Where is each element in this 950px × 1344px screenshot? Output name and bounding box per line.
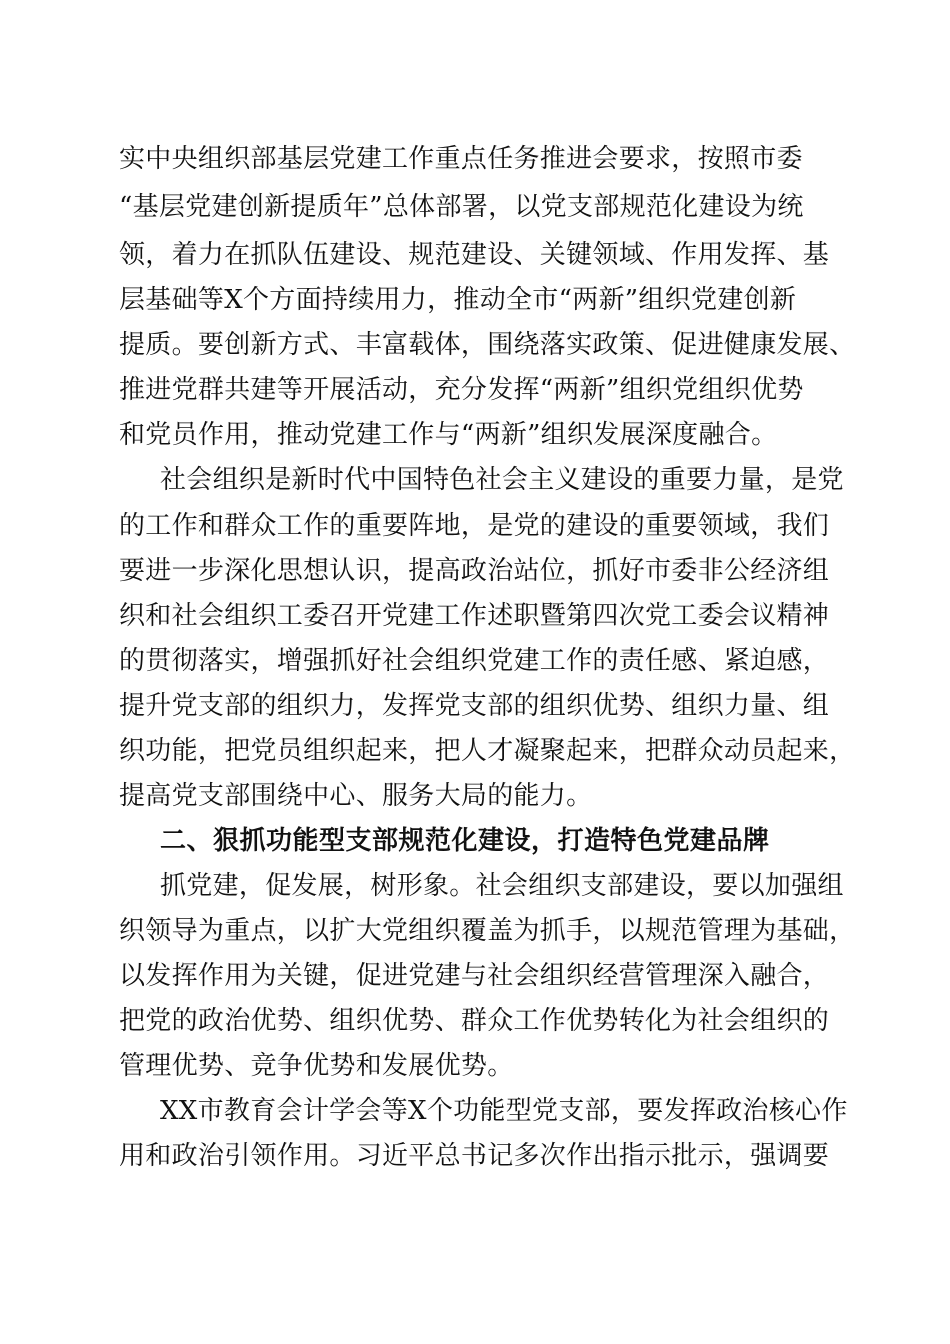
paragraph-1-line-3: 领，着力在抓队伍建设、规范建设、关键领域、作用发挥、基 xyxy=(119,240,830,270)
paragraph-3-line-5: 管理优势、竞争优势和发展优势。 xyxy=(119,1051,514,1081)
paragraph-1-line-7: 和党员作用，推动党建工作与“两新”组织发展深度融合。 xyxy=(119,420,778,450)
paragraph-1-line-2: “基层党建创新提质年”总体部署，以党支部规范化建设为统 xyxy=(119,192,804,222)
paragraph-4-line-2: 用和政治引领作用。习近平总书记多次作出指示批示，强调要 xyxy=(119,1141,830,1171)
paragraph-1-line-4: 层基础等X个方面持续用力，推动全市“两新”组织党建创新 xyxy=(119,285,797,315)
paragraph-2-line-4: 织和社会组织工委召开党建工作述职暨第四次党工委会议精神 xyxy=(119,601,830,631)
paragraph-4-line-1: XX市教育会计学会等X个功能型党支部，要发挥政治核心作 xyxy=(160,1096,848,1126)
paragraph-2-line-3: 要进一步深化思想认识，提高政治站位，抓好市委非公经济组 xyxy=(119,556,830,586)
paragraph-2-line-1: 社会组织是新时代中国特色社会主义建设的重要力量，是党 xyxy=(160,465,844,495)
section-heading: 二、狠抓功能型支部规范化建设，打造特色党建品牌 xyxy=(160,826,770,856)
paragraph-2-line-2: 的工作和群众工作的重要阵地，是党的建设的重要领域，我们 xyxy=(119,511,830,541)
paragraph-1-line-1: 实中央组织部基层党建工作重点任务推进会要求，按照市委 xyxy=(119,144,803,174)
paragraph-3-line-1: 抓党建，促发展，树形象。社会组织支部建设，要以加强组 xyxy=(160,871,844,901)
paragraph-2-line-7: 织功能，把党员组织起来，把人才凝聚起来，把群众动员起来， xyxy=(119,736,856,766)
paragraph-2-line-6: 提升党支部的组织力，发挥党支部的组织优势、组织力量、组 xyxy=(119,691,830,721)
paragraph-3-line-3: 以发挥作用为关键，促进党建与社会组织经营管理深入融合， xyxy=(119,961,830,991)
paragraph-2-line-5: 的贯彻落实，增强抓好社会组织党建工作的责任感、紧迫感， xyxy=(119,646,830,676)
paragraph-1-line-5: 提质。要创新方式、丰富载体，围绕落实政策、促进健康发展、 xyxy=(119,330,856,360)
paragraph-3-line-4: 把党的政治优势、组织优势、群众工作优势转化为社会组织的 xyxy=(119,1006,830,1036)
paragraph-2-line-8: 提高党支部围绕中心、服务大局的能力。 xyxy=(119,781,593,811)
paragraph-1-line-6: 推进党群共建等开展活动，充分发挥“两新”组织党组织优势 xyxy=(119,375,804,405)
paragraph-3-line-2: 织领导为重点，以扩大党组织覆盖为抓手，以规范管理为基础， xyxy=(119,916,856,946)
